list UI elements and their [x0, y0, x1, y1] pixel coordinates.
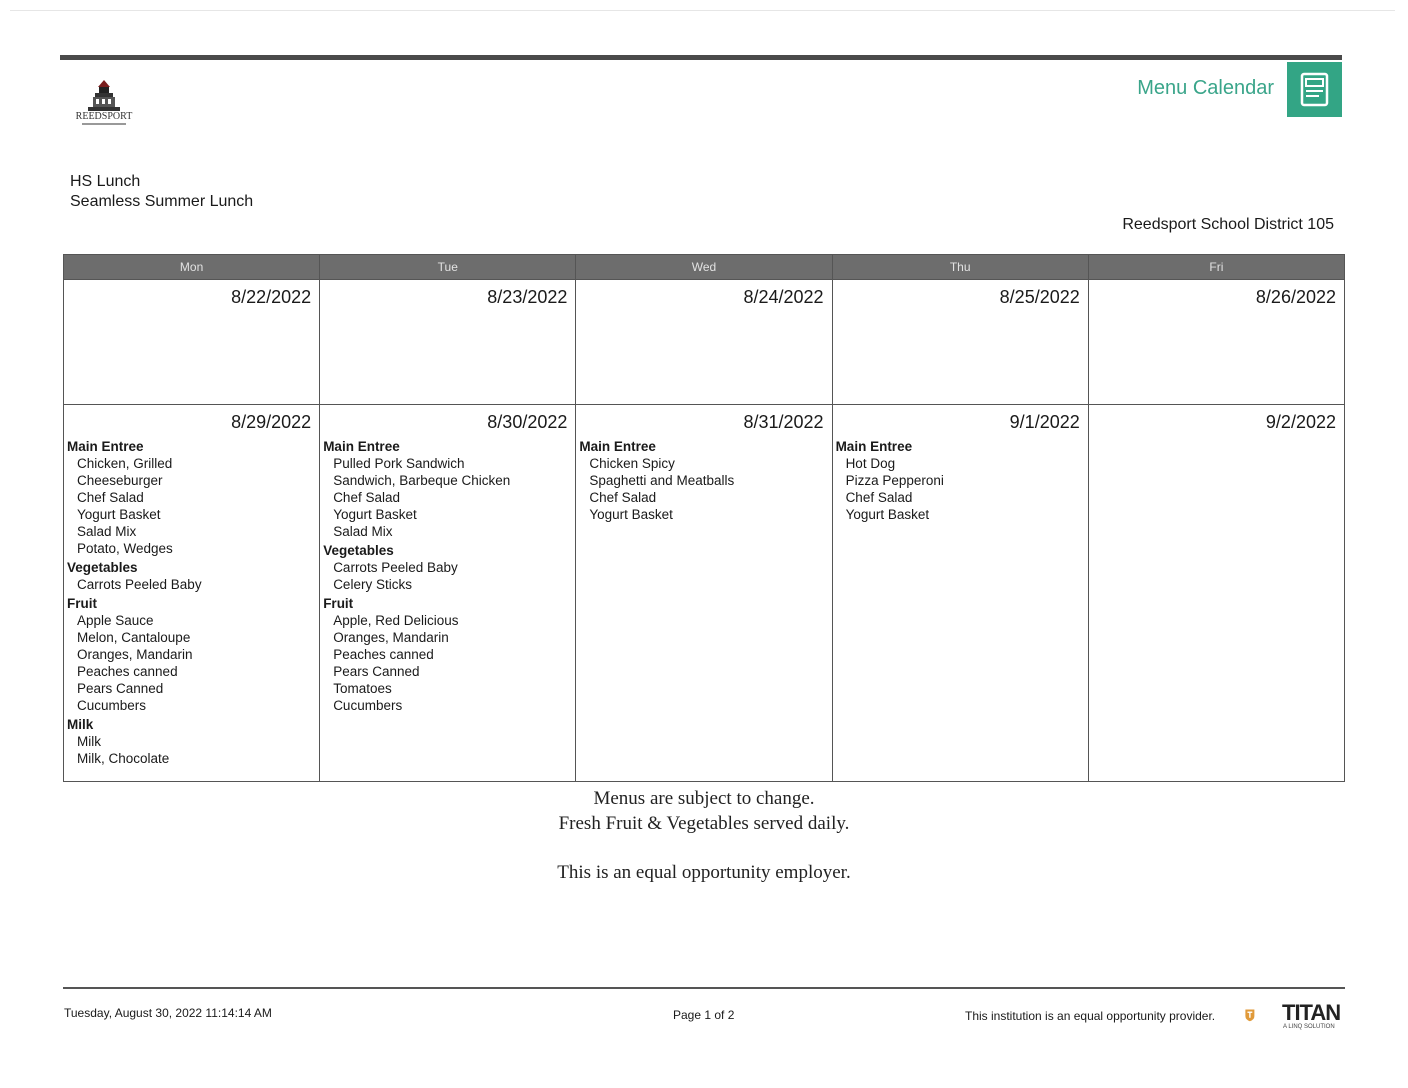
- day-cell: [576, 280, 832, 405]
- day-tue: Tue: [320, 255, 576, 280]
- menu-items: [64, 434, 319, 767]
- day-cell: [1088, 405, 1344, 782]
- day-cell: [64, 280, 320, 405]
- reedsport-logo: [68, 78, 140, 130]
- menu-item: Yogurt Basket: [845, 507, 930, 522]
- cell-date: 8/31/2022: [743, 412, 824, 432]
- menu-info: [70, 172, 253, 212]
- menu-item: Pulled Pork Sandwich: [333, 456, 465, 471]
- menu-item: Sandwich, Barbeque Chicken: [333, 473, 511, 488]
- menu-item: Yogurt Basket: [333, 507, 417, 522]
- weekday-header: [64, 255, 1345, 280]
- menu-item: Celery Sticks: [333, 577, 412, 592]
- menu-items: [320, 434, 575, 714]
- titan-shield-icon: [1244, 996, 1280, 1034]
- menu-item: Pizza Pepperoni: [845, 473, 944, 488]
- page-number: Page 1 of 2: [673, 1008, 735, 1022]
- category-label: Main Entree: [579, 439, 656, 454]
- menu-type: HS Lunch: [70, 173, 141, 190]
- day-cell: [832, 280, 1088, 405]
- menu-notes: [0, 786, 1408, 885]
- week-row: [64, 280, 1345, 405]
- menu-item: Potato, Wedges: [77, 541, 173, 556]
- cell-date: 8/22/2022: [231, 287, 312, 307]
- menu-calendar: [63, 254, 1345, 782]
- day-mon: Mon: [64, 255, 320, 280]
- menu-items: [576, 434, 831, 523]
- svg-text:REEDSPORT: REEDSPORT: [75, 111, 133, 122]
- menu-item: Chef Salad: [589, 490, 657, 505]
- menu-item: Chef Salad: [333, 490, 400, 505]
- menu-item: Chef Salad: [845, 490, 913, 505]
- cell-date: 8/29/2022: [231, 412, 312, 432]
- note-subject-to-change: Menus are subject to change.: [593, 788, 815, 809]
- note-fresh-produce: Fresh Fruit & Vegetables served daily.: [558, 813, 850, 834]
- menu-item: Chicken Spicy: [589, 456, 675, 471]
- menu-document-icon: [1287, 62, 1342, 117]
- menu-item: Cucumbers: [333, 698, 403, 713]
- category-label: Milk: [67, 717, 94, 732]
- menu-item: Peaches canned: [77, 664, 178, 679]
- menu-item: Yogurt Basket: [77, 507, 161, 522]
- day-cell: [320, 405, 576, 782]
- menu-item: Oranges, Mandarin: [77, 647, 193, 662]
- titan-subtitle: A LINQ SOLUTION: [1283, 1024, 1335, 1030]
- provider-statement: This institution is an equal opportunity provider.: [965, 1009, 1216, 1023]
- note-equal-opportunity: This is an equal opportunity employer.: [557, 862, 851, 883]
- menu-item: Milk: [77, 734, 101, 749]
- day-fri: Fri: [1088, 255, 1344, 280]
- menu-item: Apple, Red Delicious: [333, 613, 459, 628]
- menu-item: Chef Salad: [77, 490, 144, 505]
- district-name: Reedsport School District 105: [1122, 216, 1334, 233]
- menu-item: Cheeseburger: [77, 473, 163, 488]
- menu-item: Melon, Cantaloupe: [77, 630, 191, 645]
- scan-edge-line: [10, 10, 1395, 11]
- category-label: Vegetables: [323, 543, 394, 558]
- menu-item: Oranges, Mandarin: [333, 630, 449, 645]
- menu-item: Milk, Chocolate: [77, 751, 170, 766]
- page-title: Menu Calendar: [1137, 77, 1274, 99]
- category-label: Main Entree: [67, 439, 144, 454]
- bottom-rule: [63, 987, 1345, 989]
- week-row: [64, 405, 1345, 782]
- day-cell: [64, 405, 320, 782]
- menu-item: Apple Sauce: [77, 613, 154, 628]
- menu-item: Salad Mix: [333, 524, 393, 539]
- cell-date: 8/25/2022: [999, 287, 1080, 307]
- menu-session: Seamless Summer Lunch: [70, 193, 254, 210]
- category-label: Fruit: [67, 596, 97, 611]
- cell-date: 8/26/2022: [1255, 287, 1336, 307]
- cell-date: 8/30/2022: [487, 412, 568, 432]
- menu-item: Yogurt Basket: [589, 507, 673, 522]
- menu-item: Cucumbers: [77, 698, 147, 713]
- cell-date: 8/24/2022: [743, 287, 824, 307]
- top-rule: [60, 55, 1342, 60]
- menu-item: Hot Dog: [845, 456, 896, 471]
- day-thu: Thu: [832, 255, 1088, 280]
- titan-brand: TITAN: [1282, 1000, 1341, 1025]
- cell-date: 9/2/2022: [1265, 412, 1336, 432]
- cell-date: 9/1/2022: [1009, 412, 1080, 432]
- menu-item: Carrots Peeled Baby: [333, 560, 458, 575]
- cell-date: 8/23/2022: [487, 287, 568, 307]
- day-wed: Wed: [576, 255, 832, 280]
- category-label: Vegetables: [67, 560, 138, 575]
- menu-item: Tomatoes: [333, 681, 392, 696]
- category-label: Main Entree: [323, 439, 400, 454]
- menu-items: [833, 434, 1088, 523]
- print-timestamp: Tuesday, August 30, 2022 11:14:14 AM: [64, 1006, 272, 1020]
- menu-item: Pears Canned: [77, 681, 164, 696]
- menu-item: Peaches canned: [333, 647, 434, 662]
- menu-item: Salad Mix: [77, 524, 137, 539]
- category-label: Main Entree: [835, 439, 913, 454]
- category-label: Fruit: [323, 596, 354, 611]
- day-cell: [1088, 280, 1344, 405]
- menu-item: Carrots Peeled Baby: [77, 577, 202, 592]
- day-cell: [832, 405, 1088, 782]
- menu-item: Spaghetti and Meatballs: [589, 473, 735, 488]
- day-cell: [576, 405, 832, 782]
- menu-item: Pears Canned: [333, 664, 420, 679]
- day-cell: [320, 280, 576, 405]
- menu-item: Chicken, Grilled: [77, 456, 173, 471]
